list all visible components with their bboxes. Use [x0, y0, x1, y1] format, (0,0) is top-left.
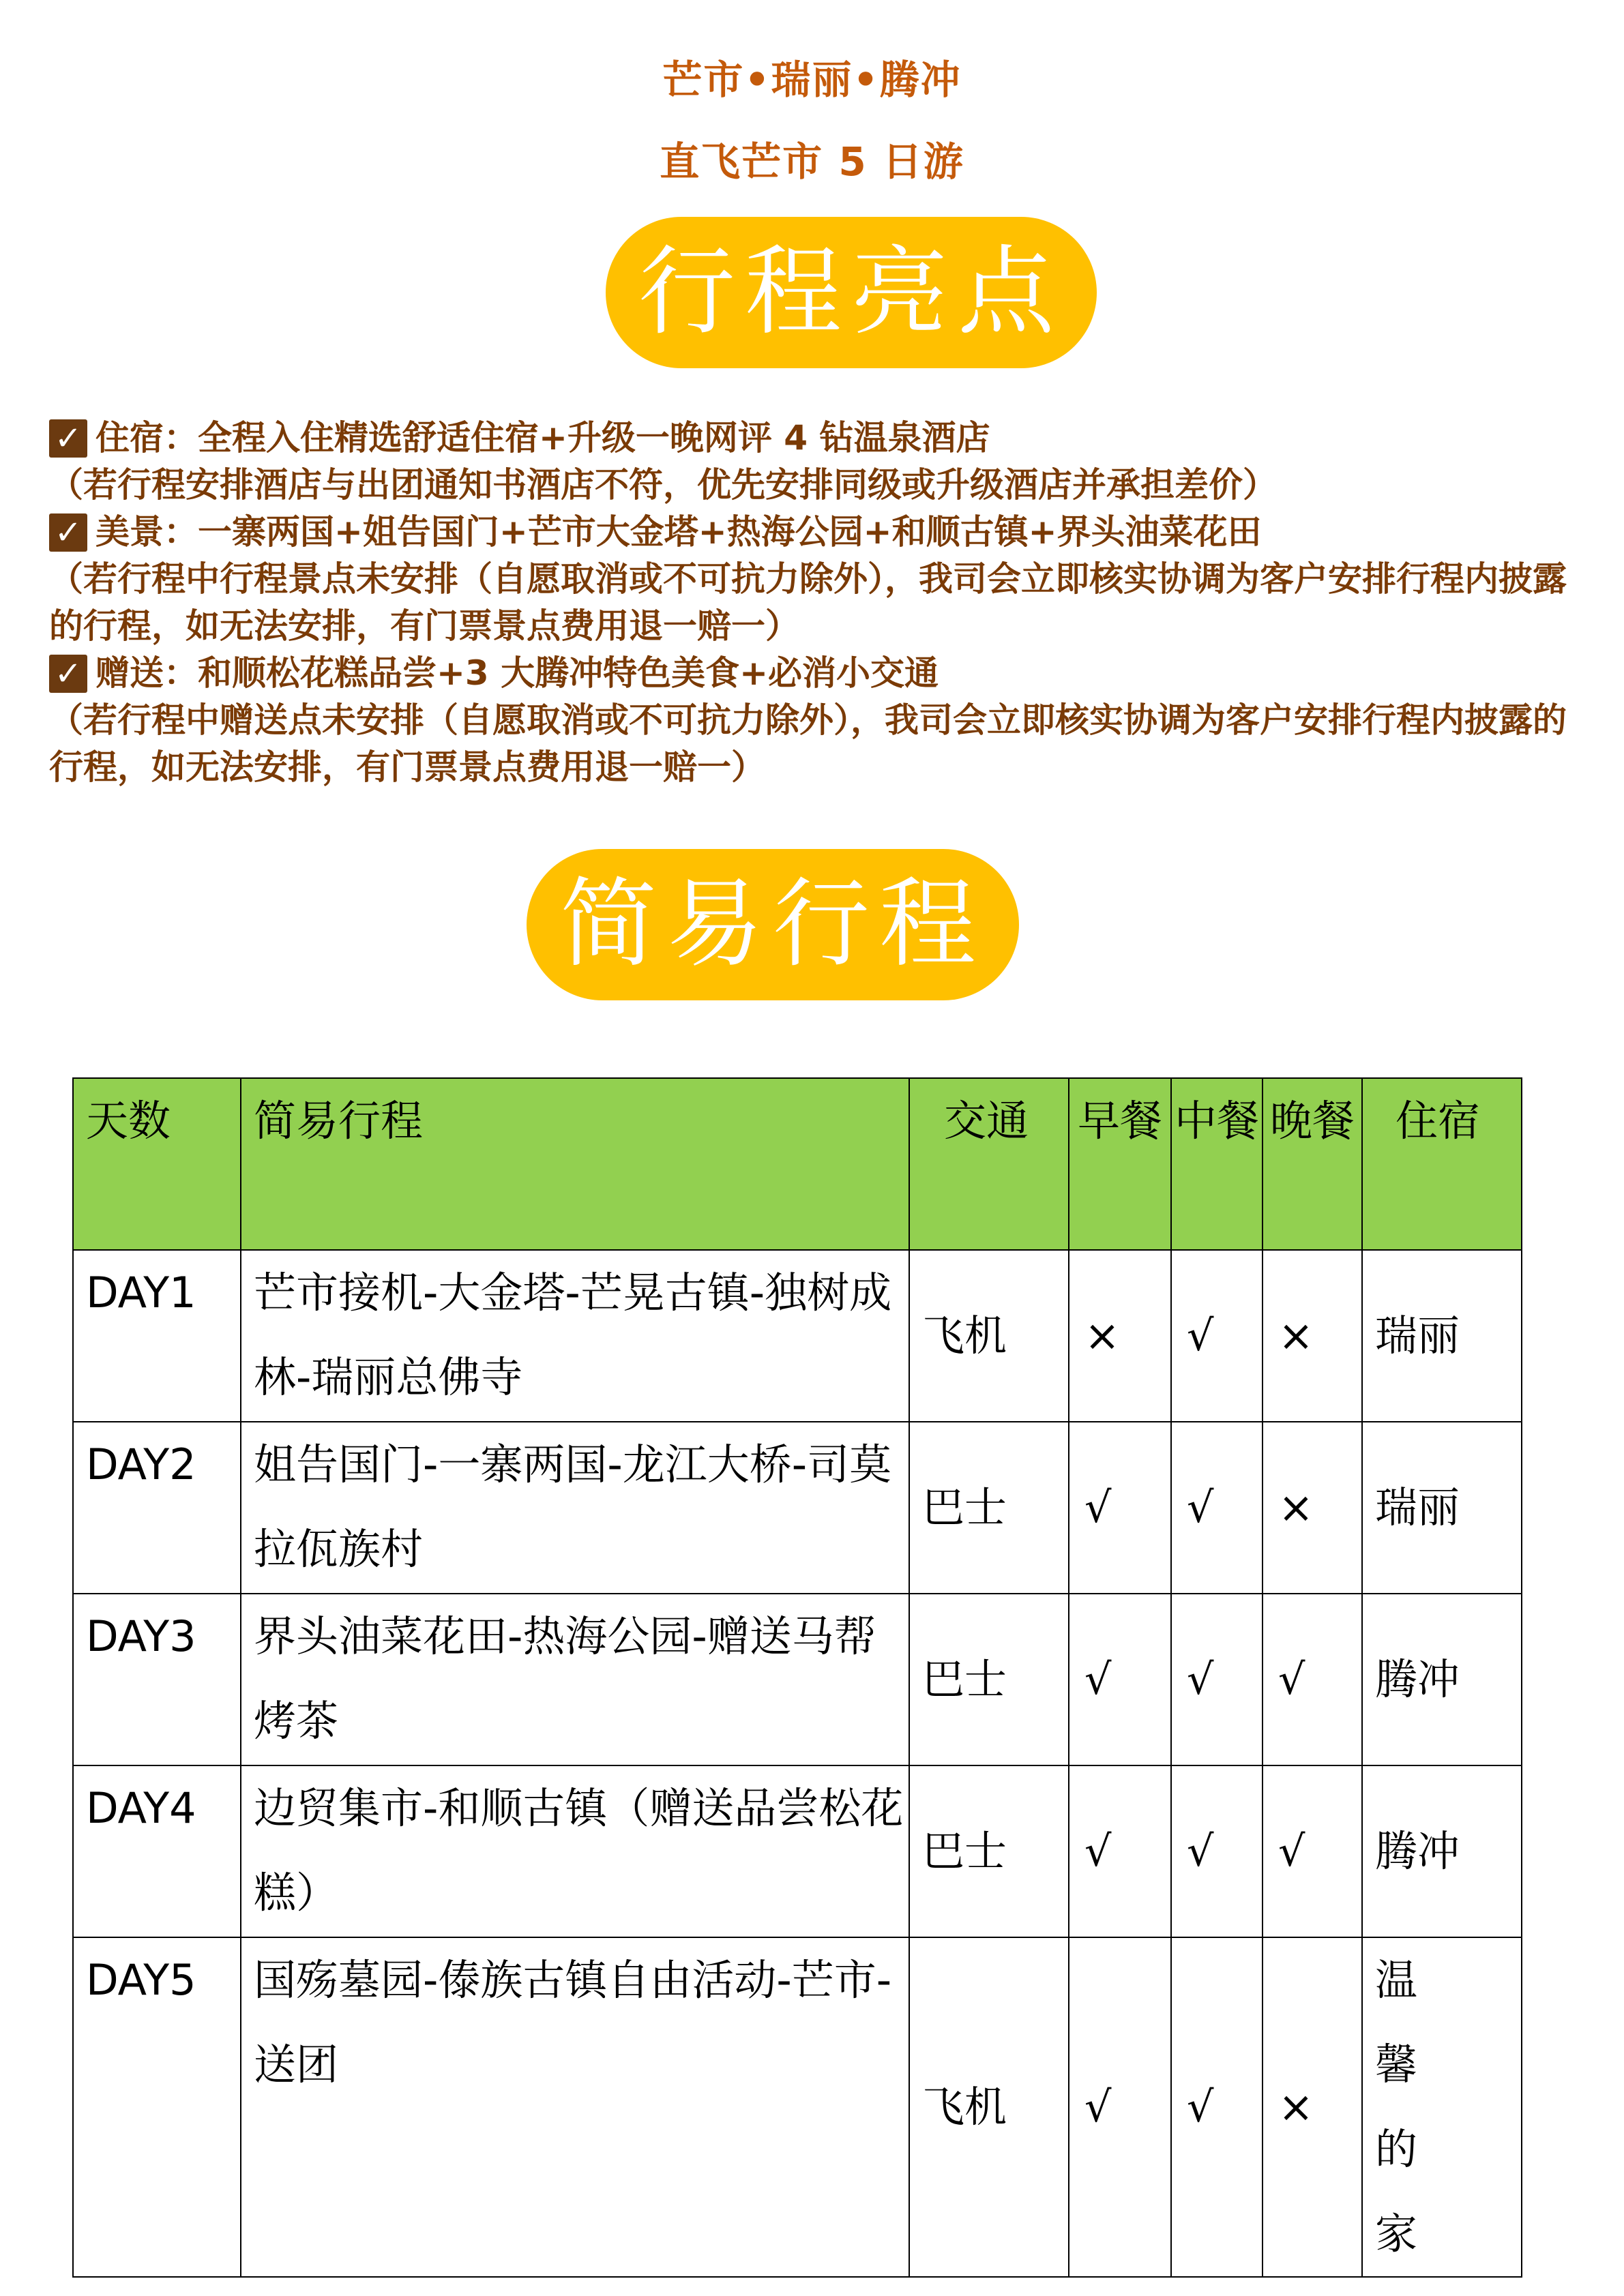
cell-hotel: 瑞丽: [1362, 1250, 1522, 1422]
cell-itinerary: 姐告国门-一寨两国-龙江大桥-司莫拉佤族村: [241, 1422, 909, 1594]
header-title-route: 芒市•瑞丽•腾冲: [662, 57, 962, 103]
highlight-label: 美景：一寨两国+姐告国门+芒市大金塔+热海公园+和顺古镇+界头油菜花田: [95, 512, 1262, 552]
cell-dinner: ×: [1263, 1422, 1362, 1594]
cell-day: DAY5: [73, 1937, 241, 2277]
header-transport: 交通: [909, 1078, 1069, 1250]
cell-day: DAY1: [73, 1250, 241, 1422]
cell-lunch: √: [1171, 1250, 1263, 1422]
table-header-row: [73, 1078, 1522, 1250]
cell-breakfast: √: [1069, 1765, 1171, 1937]
section-title-itinerary: 简易行程: [527, 849, 1019, 1000]
highlight-label: 住宿：全程入住精选舒适住宿+升级一晚网评 4 钻温泉酒店: [95, 418, 990, 458]
cell-lunch: √: [1171, 1594, 1263, 1765]
cell-lunch: √: [1171, 1422, 1263, 1594]
highlight-note: （若行程中赠送点未安排（自愿取消或不可抗力除外），我司会立即核实协调为客户安排行程内披露的行程，如无法安排，有门票景点费用退一赔一）: [49, 700, 1567, 787]
cell-transport: 飞机: [909, 1937, 1069, 2277]
header-days: 天数: [73, 1078, 241, 1250]
cell-itinerary: 国殇墓园-傣族古镇自由活动-芒市-送团: [241, 1937, 909, 2277]
cell-transport: 飞机: [909, 1250, 1069, 1422]
cell-breakfast: √: [1069, 1594, 1171, 1765]
cell-day: DAY3: [73, 1594, 241, 1765]
highlight-note: （若行程安排酒店与出团通知书酒店不符，优先安排同级或升级酒店并承担差价）: [49, 465, 1277, 505]
itinerary-table: [72, 1077, 1522, 2278]
cell-itinerary: 边贸集市-和顺古镇（赠送品尝松花糕）: [241, 1765, 909, 1937]
cell-breakfast: √: [1069, 1422, 1171, 1594]
cell-transport: 巴士: [909, 1594, 1069, 1765]
header-dinner: 晚餐: [1263, 1078, 1362, 1250]
header-title-tour: 直飞芒市 5 日游: [660, 138, 964, 185]
header-breakfast: 早餐: [1069, 1078, 1171, 1250]
checkbox-checked-icon: ✓: [49, 513, 87, 552]
checkbox-checked-icon: ✓: [49, 419, 87, 458]
header-hotel: 住宿: [1362, 1078, 1522, 1250]
cell-lunch: √: [1171, 1765, 1263, 1937]
cell-day: DAY2: [73, 1422, 241, 1594]
cell-transport: 巴士: [909, 1422, 1069, 1594]
cell-dinner: ×: [1263, 1250, 1362, 1422]
highlight-item-gifts: [49, 650, 1591, 791]
cell-breakfast: ×: [1069, 1250, 1171, 1422]
cell-itinerary: 芒市接机-大金塔-芒晃古镇-独树成林-瑞丽总佛寺: [241, 1250, 909, 1422]
highlight-item-lodging: [49, 415, 1591, 509]
header-itinerary: 简易行程: [241, 1078, 909, 1250]
table-row: [73, 1937, 1522, 2277]
cell-dinner: √: [1263, 1594, 1362, 1765]
cell-lunch: √: [1171, 1937, 1263, 2277]
checkbox-checked-icon: ✓: [49, 655, 87, 693]
cell-breakfast: √: [1069, 1937, 1171, 2277]
cell-hotel: 温馨的家: [1362, 1937, 1522, 2277]
cell-dinner: ×: [1263, 1937, 1362, 2277]
table-row: [73, 1250, 1522, 1422]
cell-day: DAY4: [73, 1765, 241, 1937]
table-row: [73, 1594, 1522, 1765]
highlight-note: （若行程中行程景点未安排（自愿取消或不可抗力除外），我司会立即核实协调为客户安排行程内披露的行程，如无法安排，有门票景点费用退一赔一）: [49, 559, 1567, 646]
table-row: [73, 1765, 1522, 1937]
cell-itinerary: 界头油菜花田-热海公园-赠送马帮烤茶: [241, 1594, 909, 1765]
highlight-item-scenery: [49, 509, 1591, 650]
highlight-label: 赠送：和顺松花糕品尝+3 大腾冲特色美食+必消小交通: [95, 653, 939, 693]
cell-transport: 巴士: [909, 1765, 1069, 1937]
cell-hotel: 瑞丽: [1362, 1422, 1522, 1594]
highlights-list: [49, 415, 1591, 791]
cell-hotel: 腾冲: [1362, 1765, 1522, 1937]
cell-hotel: 腾冲: [1362, 1594, 1522, 1765]
header-lunch: 中餐: [1171, 1078, 1263, 1250]
cell-dinner: √: [1263, 1765, 1362, 1937]
table-row: [73, 1422, 1522, 1594]
section-title-highlights: 行程亮点: [606, 217, 1097, 368]
